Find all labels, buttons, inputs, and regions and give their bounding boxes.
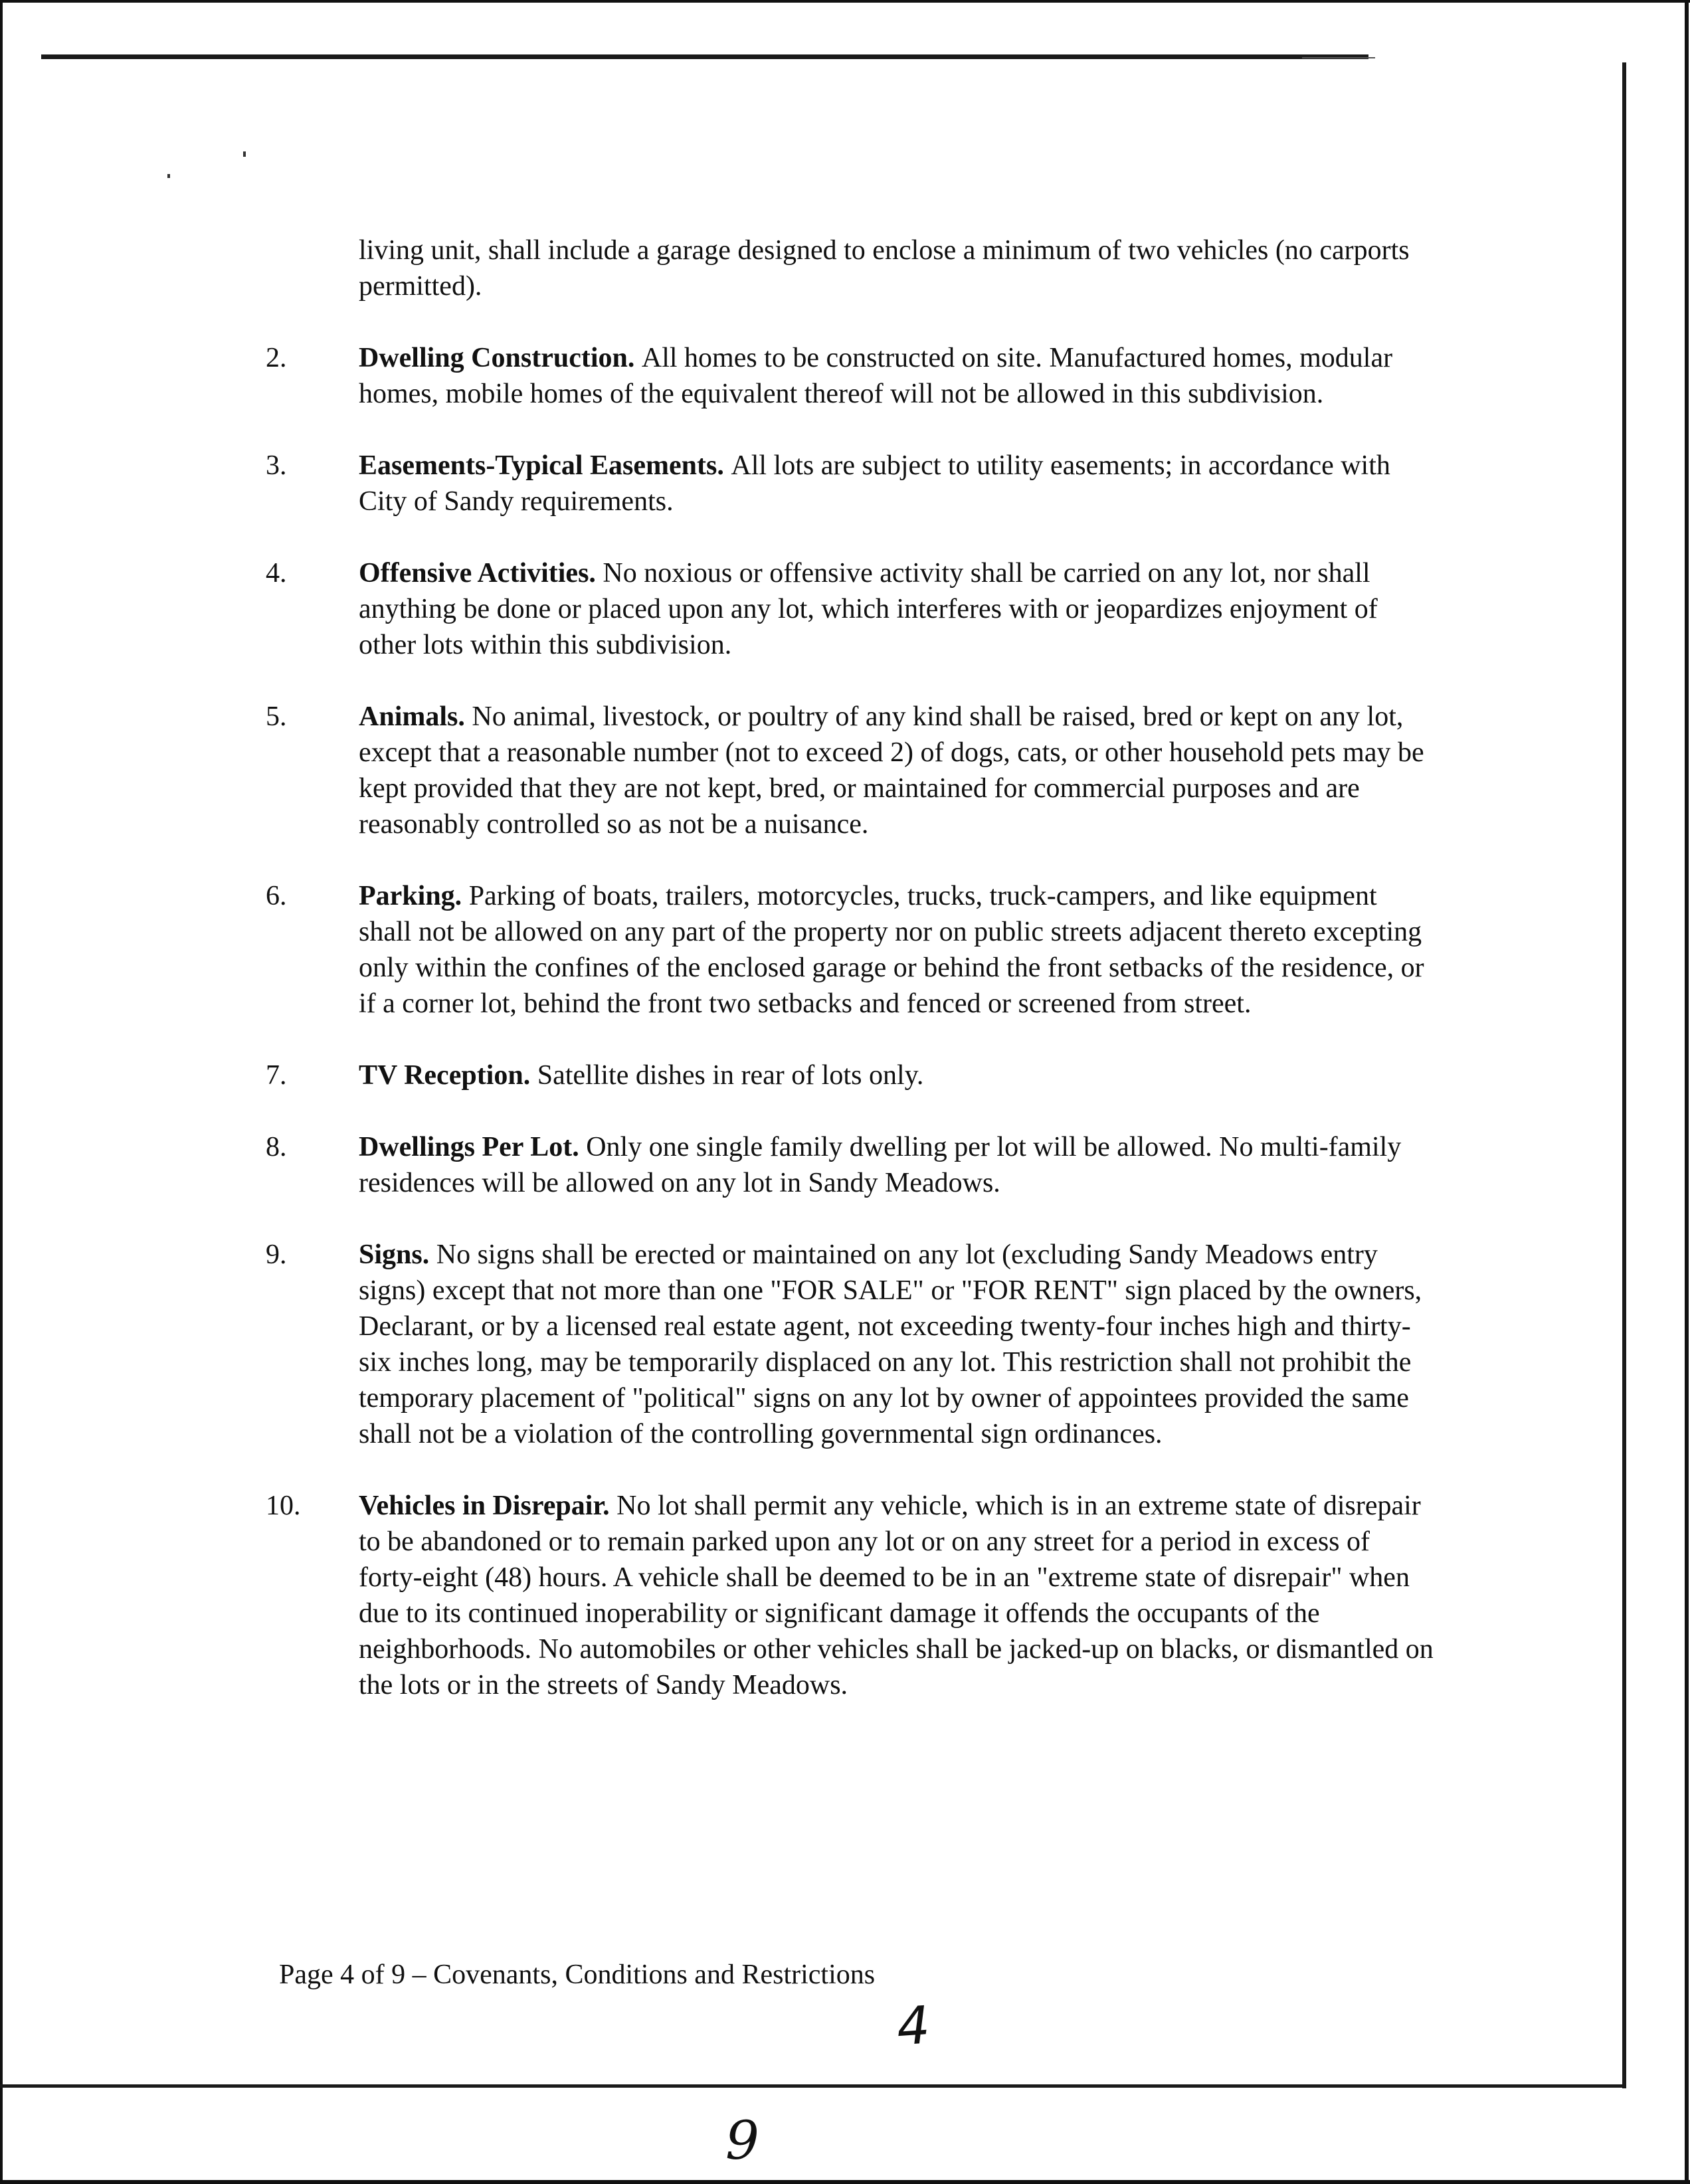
document-body xyxy=(266,232,1435,1739)
item-text: All lots are subject to utility easements; in accordance with City of Sandy requirements. xyxy=(359,450,1390,517)
item-text: Only one single family dwelling per lot will be allowed. No multi-family residences will be allowed on any lot in Sandy Meadows. xyxy=(359,1132,1402,1198)
intro-continuation xyxy=(266,232,1435,304)
item-heading: Dwellings Per Lot. xyxy=(359,1132,587,1162)
intro-continuation-text: living unit, shall include a garage designed to enclose a minimum of two vehicles (no carports permitted). xyxy=(359,235,1410,302)
scan-speck xyxy=(167,174,170,178)
covenant-item-3 xyxy=(266,448,1435,519)
handwritten-page-number: 4 xyxy=(894,1995,932,2058)
item-number: 6. xyxy=(266,881,287,911)
item-text: No animal, livestock, or poultry of any kind shall be raised, bred or kept on any lot, except that a reasonable number (not to exceed 2) of dogs, cats, or other household pets may be kept provided that they are not kept, bred, or maintained for commercial purposes and are reasonably controlled so as not be a nuisance. xyxy=(359,701,1424,840)
scan-speck xyxy=(243,151,246,157)
scan-border-left xyxy=(0,0,3,2184)
item-number: 3. xyxy=(266,450,287,481)
covenant-item-5 xyxy=(266,699,1435,842)
page-footer-label: Page 4 of 9 – Covenants, Conditions and Restrictions xyxy=(279,1959,876,1990)
item-heading: Signs. xyxy=(359,1239,436,1270)
item-text: No signs shall be erected or maintained on any lot (excluding Sandy Meadows entry signs) except that not more than one "FOR SALE" or "FOR RENT" sign placed by the owners, Declarant, or by a licensed real estate agent, not exceeding twenty-four inches high and thirty-six inches long, may be temporarily displaced on any lot. This restriction shall not prohibit the temporary placement of "political" signs on any lot by owner of appointees provided the same shall not be a violation of the controlling governmental sign ordinances. xyxy=(359,1239,1422,1449)
scan-border-right xyxy=(1685,0,1689,2184)
item-text: No lot shall permit any vehicle, which is in an extreme state of disrepair to be abandoned or to remain parked upon any lot or on any street for a period in excess of forty-eight (48) hours. A vehicle shall be deemed to be in an "extreme state of disrepair" when due to its continued inoperability or significant damage it offends the occupants of the neighborhoods. No automobiles or other vehicles shall be jacked-up on blacks, or dismantled on the lots or in the streets of Sandy Meadows. xyxy=(359,1491,1434,1700)
handwritten-total-pages: 9 xyxy=(725,2110,759,2171)
item-number: 9. xyxy=(266,1239,287,1270)
item-heading: Animals. xyxy=(359,701,472,732)
item-number: 5. xyxy=(266,701,287,732)
item-heading: Dwelling Construction. xyxy=(359,343,642,373)
item-heading: Offensive Activities. xyxy=(359,558,603,589)
item-heading: TV Reception. xyxy=(359,1060,537,1091)
item-heading: Easements-Typical Easements. xyxy=(359,450,731,481)
item-text: No noxious or offensive activity shall be carried on any lot, nor shall anything be done or placed upon any lot, which interferes with or jeopardizes enjoyment of other lots within this subdivision. xyxy=(359,558,1378,660)
covenant-item-8 xyxy=(266,1129,1435,1201)
item-number: 2. xyxy=(266,343,287,373)
item-number: 8. xyxy=(266,1132,287,1162)
item-number: 7. xyxy=(266,1060,287,1091)
footer-rule xyxy=(0,2084,1626,2088)
covenant-item-9 xyxy=(266,1237,1435,1452)
item-number: 4. xyxy=(266,558,287,589)
right-margin-rule xyxy=(1622,62,1626,2088)
item-number: 10. xyxy=(266,1491,301,1521)
covenant-item-4 xyxy=(266,555,1435,663)
covenant-item-7 xyxy=(266,1057,1435,1093)
item-text: All homes to be constructed on site. Manufactured homes, modular homes, mobile homes of the equivalent thereof will not be allowed in this subdivision. xyxy=(359,343,1393,409)
scan-border-bottom xyxy=(0,2180,1690,2184)
covenant-item-2 xyxy=(266,340,1435,412)
item-text: Satellite dishes in rear of lots only. xyxy=(537,1060,924,1091)
header-rule-tail xyxy=(1302,57,1375,58)
header-rule xyxy=(41,54,1368,59)
scan-border-top xyxy=(0,0,1690,3)
item-text: Parking of boats, trailers, motorcycles, trucks, truck-campers, and like equipment shall not be allowed on any part of the property nor on public streets adjacent thereto excepting only within the confines of the enclosed garage or behind the front setbacks of the residence, or if a corner lot, behind the front two setbacks and fenced or screened from street. xyxy=(359,881,1424,1019)
covenant-item-10 xyxy=(266,1488,1435,1703)
covenant-item-6 xyxy=(266,878,1435,1022)
item-heading: Vehicles in Disrepair. xyxy=(359,1491,617,1521)
item-heading: Parking. xyxy=(359,881,469,911)
